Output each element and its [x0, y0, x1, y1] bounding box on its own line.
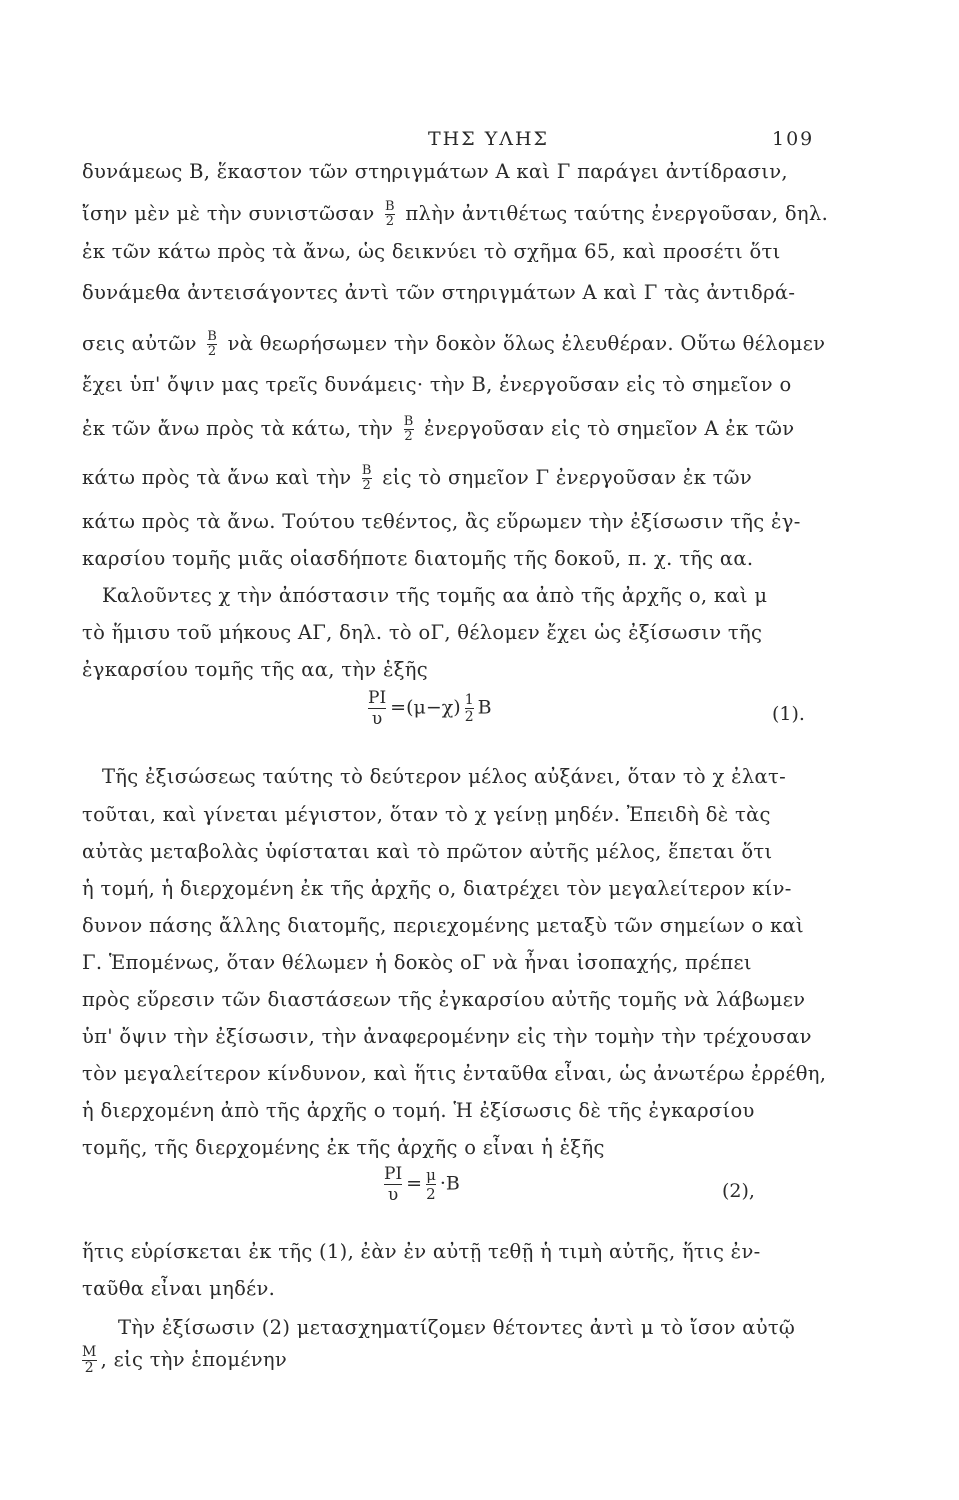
text-span: κάτω πρὸς τὰ ἄνω καὶ τὴν: [82, 466, 352, 489]
text-span: ἴσην μὲν μὲ τὴν συνιστῶσαν: [82, 202, 375, 225]
text-line: Τῆς ἐξισώσεως ταύτης τὸ δεύτερον μέλος αὐξάνει, ὅταν τὸ χ ἐλατ-: [102, 765, 786, 788]
fraction-m-over-2: [82, 1345, 97, 1376]
page-number: 109: [772, 128, 815, 150]
text-span: νὰ θεωρήσωμεν τὴν δοκὸν ὅλως ἐλευθέραν. Οὕτω θέλομεν: [227, 332, 826, 355]
fraction-denominator: 2: [464, 709, 474, 725]
text-span: εἰς τὸ σημεῖον Γ ἐνεργοῦσαν ἐκ τῶν: [382, 466, 753, 489]
text-line: ἥτις εὑρίσκεται ἐκ τῆς (1), ἐὰν ἐν αὐτῇ τεθῇ ἡ τιμὴ αὐτῆς, ἥτις ἐν-: [82, 1240, 761, 1263]
fraction-b-over-2: [385, 200, 395, 229]
fraction-b-over-2: [362, 464, 372, 493]
fraction-pi-over-u: [368, 688, 386, 729]
eq-rhs: ·B: [439, 1172, 460, 1195]
eq-rhs: =(μ−χ): [390, 696, 461, 719]
fraction-numerator: M: [82, 1344, 97, 1360]
text-line: δυνάμεως Β, ἕκαστον τῶν στηριγμάτων Α καὶ Γ παράγει ἀντίδρασιν,: [82, 160, 788, 183]
text-line: τὸ ἥμισυ τοῦ μήκους ΑΓ, δηλ. τὸ οΓ, θέλομεν ἔχει ὡς ἐξίσωσιν τῆς: [82, 621, 763, 644]
fraction-b-over-2: [404, 415, 414, 444]
equation-2: [380, 1164, 460, 1205]
text-line: ἐκ τῶν κάτω πρὸς τὰ ἄνω, ὡς δεικνύει τὸ σχῆμα 65, καὶ προσέτι ὅτι: [82, 240, 781, 263]
fraction-b-over-2: [207, 330, 217, 359]
text-line: δυνάμεθα ἀντεισάγοντες ἀντὶ τῶν στηριγμάτων Α καὶ Γ τὰς ἀντιδρά-: [82, 281, 796, 304]
text-line: τομῆς, τῆς διερχομένης ἐκ τῆς ἀρχῆς ο εἶναι ἡ ἑξῆς: [82, 1136, 605, 1159]
text-line: τοῦται, καὶ γίνεται μέγιστον, ὅταν τὸ χ γείνῃ μηδέν. Ἐπειδὴ δὲ τὰς: [82, 803, 771, 826]
text-line: [82, 464, 752, 493]
text-line: Γ. Ἑπομένως, ὅταν θέλωμεν ἡ δοκὸς οΓ νὰ ἦναι ἰσοπαχής, πρέπει: [82, 951, 752, 974]
text-line: [82, 415, 794, 444]
text-line: πρὸς εὕρεσιν τῶν διαστάσεων τῆς ἐγκαρσίου αὐτῆς τομῆς νὰ λάβωμεν: [82, 988, 806, 1011]
text-line: ἡ τομή, ἡ διερχομένη ἐκ τῆς ἀρχῆς ο, διατρέχει τὸν μεγαλείτερον κίν-: [82, 877, 792, 900]
text-line: τὸν μεγαλείτερον κίνδυνον, καὶ ἥτις ἐνταῦθα εἶναι, ὡς ἀνωτέρω ἐρρέθη,: [82, 1062, 827, 1085]
text-span: πλὴν ἀντιθέτως ταύτης ἐνεργοῦσαν, δηλ.: [405, 202, 829, 225]
text-span: , εἰς τὴν ἑπομένην: [100, 1348, 288, 1371]
fraction-numerator: PI: [384, 1164, 403, 1184]
equation-number: (2),: [722, 1180, 755, 1202]
fraction-numerator: B: [207, 329, 218, 344]
text-line: ταῦθα εἶναι μηδέν.: [82, 1277, 276, 1300]
fraction-numerator: B: [403, 414, 414, 429]
equation-1: [364, 688, 492, 729]
text-span: ἐκ τῶν ἄνω πρὸς τὰ κάτω, τὴν: [82, 417, 394, 440]
fraction-pi-over-u: [384, 1164, 402, 1205]
fraction-numerator: B: [361, 463, 372, 478]
fraction-denominator: υ: [368, 708, 386, 729]
text-line: [82, 200, 828, 229]
text-line: ἐγκαρσίου τομῆς τῆς αα, τὴν ἑξῆς: [82, 658, 428, 681]
fraction-one-half: [465, 692, 474, 725]
text-line: ὑπ' ὄψιν τὴν ἐξίσωσιν, τὴν ἀναφερομένην εἰς τὴν τομὴν τὴν τρέχουσαν: [82, 1025, 812, 1048]
text-line: ἔχει ὑπ' ὄψιν μας τρεῖς δυνάμεις· τὴν Β, ἐνεργοῦσαν εἰς τὸ σημεῖον ο: [82, 373, 792, 396]
text-line: [82, 330, 825, 359]
fraction-denominator: υ: [384, 1184, 402, 1205]
text-line: δυνον πάσης ἄλλης διατομῆς, περιεχομένης μεταξὺ τῶν σημείων ο καὶ: [82, 914, 804, 937]
fraction-denominator: 2: [207, 344, 217, 359]
fraction-numerator: PI: [368, 688, 387, 708]
equation-number: (1).: [772, 703, 805, 725]
fraction-numerator: μ: [426, 1166, 436, 1184]
fraction-denominator: 2: [404, 429, 413, 444]
text-line: Τὴν ἐξίσωσιν (2) μετασχηματίζομεν θέτοντες ἀντὶ μ τὸ ἴσον αὐτῷ: [118, 1316, 796, 1339]
text-span: σεις αὐτῶν: [82, 332, 197, 355]
text-line: [78, 1345, 287, 1376]
eq-equals: =: [406, 1172, 423, 1195]
fraction-mu-over-2: [426, 1166, 436, 1203]
text-line: κάτω πρὸς τὰ ἄνω. Τούτου τεθέντος, ἂς εὕρωμεν τὴν ἐξίσωσιν τῆς ἐγ-: [82, 510, 801, 533]
text-line: καρσίου τομῆς μιᾶς οἱασδήποτε διατομῆς τῆς δοκοῦ, π. χ. τῆς αα.: [82, 547, 754, 570]
text-line: αὐτὰς μεταβολὰς ὑφίσταται καὶ τὸ πρῶτον αὐτῆς μέλος, ἕπεται ὅτι: [82, 840, 773, 863]
text-line: ἡ διερχομένη ἀπὸ τῆς ἀρχῆς ο τομή. Ἡ ἐξίσωσις δὲ τῆς ἐγκαρσίου: [82, 1099, 755, 1122]
fraction-denominator: 2: [82, 1360, 97, 1376]
text-line: Καλοῦντες χ τὴν ἀπόστασιν τῆς τομῆς αα ἀπὸ τῆς ἀρχῆς ο, καὶ μ: [102, 584, 768, 607]
fraction-denominator: 2: [426, 1185, 436, 1203]
eq-rhs: B: [477, 696, 492, 719]
fraction-numerator: B: [385, 199, 395, 214]
text-span: ἐνεργοῦσαν εἰς τὸ σημεῖον Α ἐκ τῶν: [424, 417, 795, 440]
fraction-denominator: 2: [362, 478, 372, 493]
fraction-denominator: 2: [385, 214, 395, 229]
running-title: ΤΗΣ ΥΛΗΣ: [428, 128, 549, 150]
fraction-numerator: 1: [464, 692, 474, 708]
